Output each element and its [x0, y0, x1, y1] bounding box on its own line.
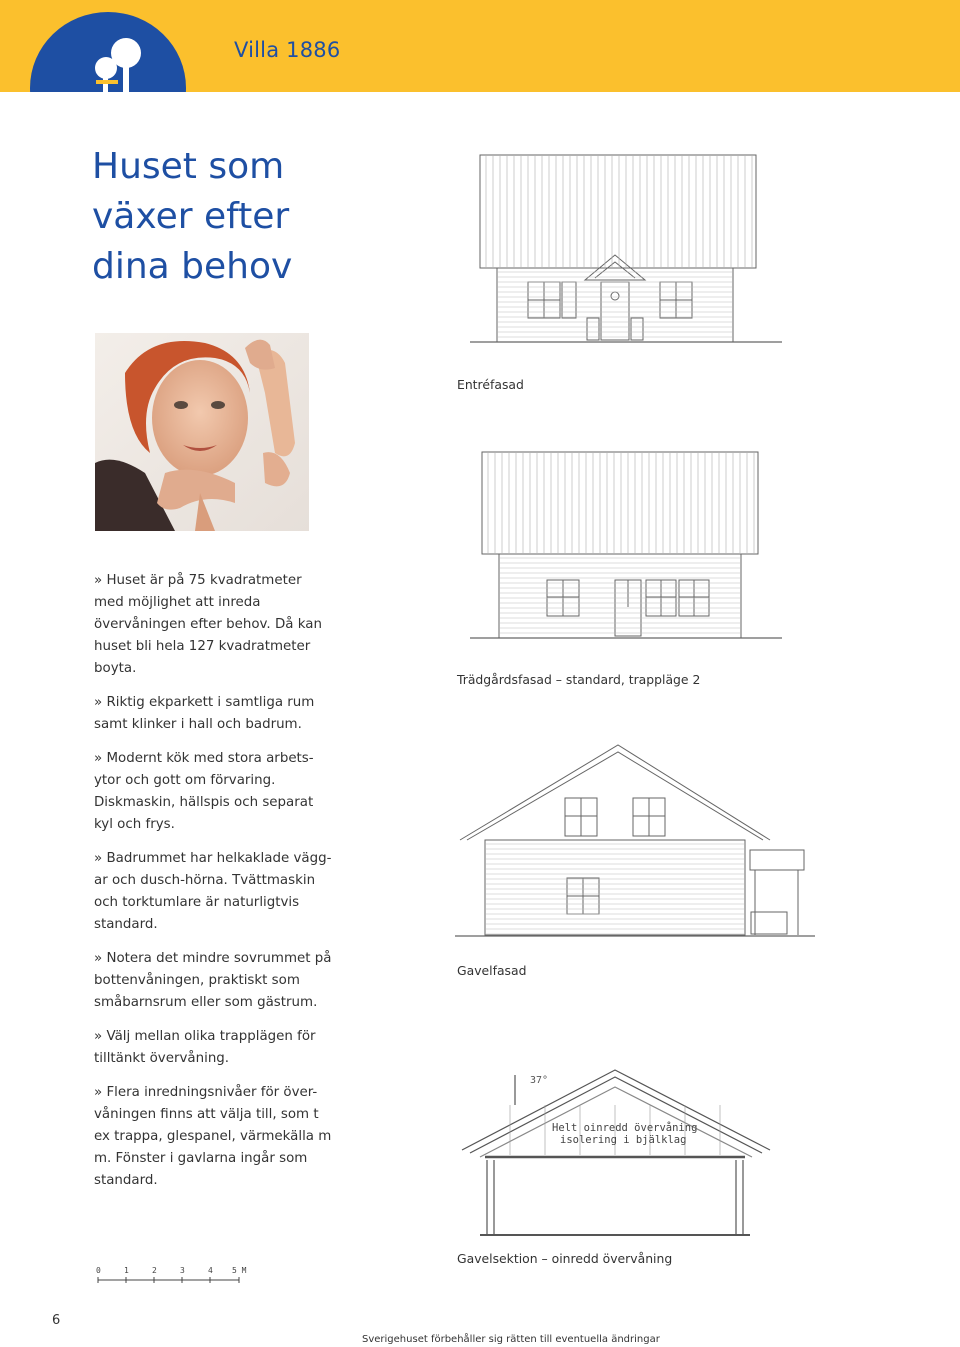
feature-item: » Badrummet har helkaklade vägg-ar och dusch-hörna. Tvättmaskin och torktumlare är naturligtvis standard.	[94, 851, 332, 932]
scale-label: 0	[96, 1266, 101, 1275]
feature-item: » Riktig ekparkett i samtliga rum samt klinker i hall och badrum.	[94, 695, 315, 732]
gable-section-caption: Gavelsektion – oinredd övervåning	[457, 1251, 673, 1266]
scale-label: 3	[180, 1266, 185, 1275]
scale-label: 2	[152, 1266, 157, 1275]
feature-list	[94, 570, 334, 1204]
scale-label: 4	[208, 1266, 213, 1275]
page-headline	[92, 142, 292, 292]
headline-line-1: Huset som	[92, 146, 285, 187]
headline-line-3: dina behov	[92, 246, 293, 287]
page-number: 6	[52, 1313, 61, 1328]
gable-section-drawing	[440, 1065, 780, 1240]
footer-note: Sverigehuset förbehåller sig rätten till eventuella ändringar	[362, 1334, 660, 1345]
feature-item: » Modernt kök med stora arbets-ytor och gott om förvaring. Diskmaskin, hällspis och separat kyl och frys.	[94, 751, 314, 832]
woman-framing-hands-photo	[95, 333, 309, 531]
scale-label: 1	[124, 1266, 129, 1275]
tree-logo-icon	[0, 0, 200, 92]
gable-facade-caption: Gavelfasad	[457, 963, 527, 978]
feature-item: » Välj mellan olika trapplägen för tilltänkt övervåning.	[94, 1029, 316, 1066]
entrance-facade-drawing	[470, 150, 790, 350]
feature-item: » Huset är på 75 kvadratmeter med möjlighet att inreda övervåningen efter behov. Då kan huset bli hela 127 kvadratmeter boyta.	[94, 573, 322, 676]
scale-bar	[84, 1256, 264, 1290]
brand-title: Villa 1886	[234, 38, 341, 62]
garden-facade-drawing	[470, 447, 790, 647]
page-header	[0, 0, 960, 92]
feature-item: » Notera det mindre sovrummet på bottenvåningen, praktiskt som småbarnsrum eller som gästrum.	[94, 951, 332, 1010]
gable-facade-drawing	[455, 740, 815, 940]
roof-angle-label: 37°	[530, 1075, 549, 1086]
garden-facade-caption: Trädgårdsfasad – standard, trappläge 2	[457, 672, 701, 687]
scale-label: 5 M	[232, 1266, 247, 1275]
section-label-line-1: Helt oinredd övervåning	[552, 1122, 698, 1134]
section-label-line-2: isolering i bjälklag	[560, 1134, 687, 1146]
headline-line-2: växer efter	[92, 196, 290, 237]
feature-item: » Flera inredningsnivåer för över-våningen finns att välja till, som t ex trappa, glespanel, värmekälla m m. Fönster i gavlarna ingår som standard.	[94, 1085, 332, 1188]
entrance-facade-caption: Entréfasad	[457, 377, 524, 392]
